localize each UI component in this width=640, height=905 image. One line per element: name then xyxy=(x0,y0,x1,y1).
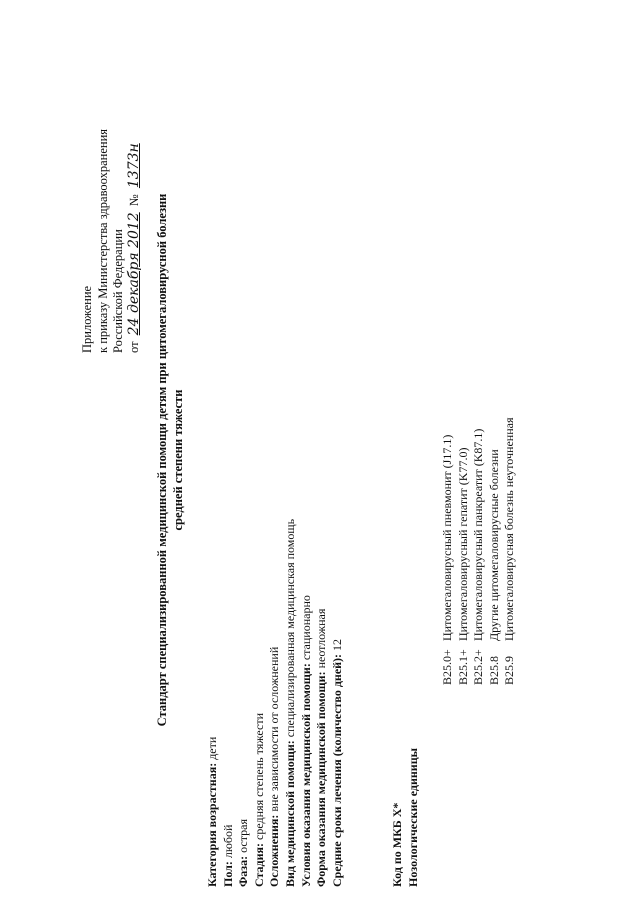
title-line-1: Стандарт специализированной медицинской помощи детям при цитомегаловирусной болезни xyxy=(155,193,169,727)
icd-code-row xyxy=(487,418,503,685)
param-label: Стадия: xyxy=(251,842,266,887)
appendix-date-line xyxy=(127,129,143,353)
param-label: Условия оказания медицинской помощи: xyxy=(298,663,313,887)
icd-code: B25.0+ xyxy=(440,649,454,685)
param-value: дети xyxy=(205,736,219,763)
appendix-line-2: к приказу Министерства здравоохранения xyxy=(95,128,110,353)
param-label: Пол: xyxy=(220,861,235,887)
standard-parameters xyxy=(205,519,345,887)
param-row xyxy=(314,519,330,887)
number-sign: № xyxy=(126,194,141,207)
handwritten-number: 1373н xyxy=(125,143,142,189)
appendix-line-3: Российской Федерации xyxy=(111,229,125,353)
param-label: Категория возрастная: xyxy=(205,762,219,887)
param-row xyxy=(283,519,299,887)
param-label: Вид медицинской помощи: xyxy=(282,740,297,887)
appendix-block xyxy=(80,129,142,353)
icd-code-row xyxy=(440,418,456,685)
icd-code: B25.8 xyxy=(486,655,501,685)
handwritten-date: 24 декабря 2012 xyxy=(125,212,142,336)
param-value: острая xyxy=(236,819,251,856)
param-row xyxy=(221,519,237,887)
icd-code-row xyxy=(471,418,487,685)
icd-code-list xyxy=(440,418,518,685)
param-row xyxy=(267,519,283,887)
title-line-2: средней степени тяжести xyxy=(171,389,185,531)
icd-name: Цитомегаловирусный гепатит (K77.0) xyxy=(455,447,470,641)
param-label: Форма оказания медицинской помощи: xyxy=(314,671,329,887)
icd-code-row xyxy=(502,418,518,685)
appendix-line-1: Приложение xyxy=(80,285,94,353)
icd-name: Цитомегаловирусная болезнь неуточненная xyxy=(502,417,517,641)
document-title xyxy=(154,110,186,810)
param-row xyxy=(252,519,268,887)
param-row xyxy=(330,519,346,887)
param-value: неотложная xyxy=(314,608,329,672)
icd-code: B25.2+ xyxy=(471,649,486,685)
param-value: вне зависимости от осложнений xyxy=(267,646,282,815)
param-value: любой xyxy=(220,824,235,862)
icd-heading xyxy=(390,748,421,887)
icd-name: Цитомегаловирусный пневмонит (J17.1) xyxy=(440,434,454,641)
icd-code: B25.1+ xyxy=(455,649,470,685)
icd-code: B25.9 xyxy=(502,655,517,685)
param-value: специализированная медицинская помощь xyxy=(282,518,297,741)
icd-code-heading: Код по МКБ X* xyxy=(390,802,404,887)
icd-name: Другие цитомегаловирусные болезни xyxy=(486,449,501,641)
param-value: стационарно xyxy=(298,595,313,664)
icd-code-row xyxy=(456,418,472,685)
param-value: 12 xyxy=(329,638,344,654)
param-row xyxy=(236,519,252,887)
param-label: Осложнения: xyxy=(267,814,282,887)
param-value: средняя степень тяжести xyxy=(251,713,266,843)
param-row xyxy=(205,519,221,887)
param-label: Фаза: xyxy=(236,855,251,887)
param-label: Средние сроки лечения (количество дней): xyxy=(329,653,344,887)
appendix-from: от xyxy=(126,341,141,353)
param-row xyxy=(299,519,315,887)
nosology-heading: Нозологические единицы xyxy=(405,747,420,887)
icd-name: Цитомегаловирусный панкреатит (K87.1) xyxy=(471,428,486,641)
